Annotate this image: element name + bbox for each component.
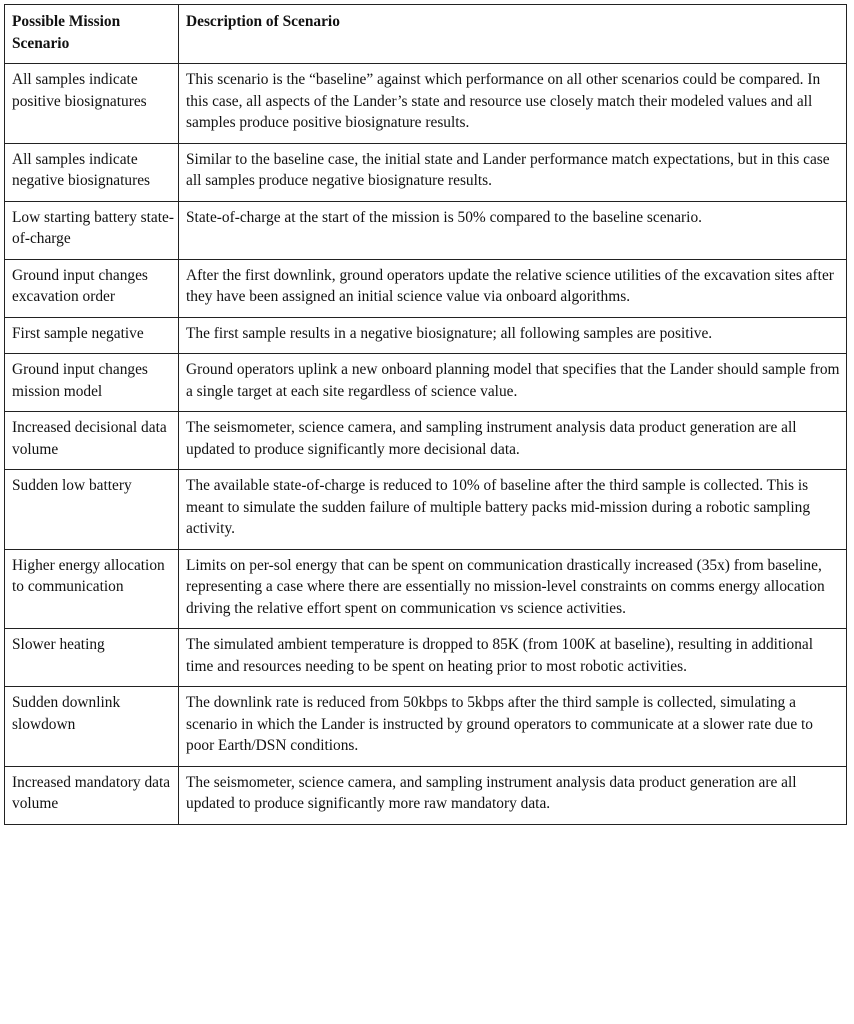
scenario-cell: Sudden low battery xyxy=(5,470,179,550)
header-scenario: Possible Mission Scenario xyxy=(5,5,179,64)
scenario-cell: All samples indicate positive biosignatures xyxy=(5,64,179,144)
description-cell: The downlink rate is reduced from 50kbps to 5kbps after the third sample is collected, simulating a scenario in which the Lander is instructed by ground operators to communicate at a slower rate due to poor Earth/DSN conditions. xyxy=(179,687,847,767)
table-row xyxy=(5,64,847,144)
table-row xyxy=(5,470,847,550)
scenario-cell: Ground input changes excavation order xyxy=(5,259,179,317)
scenario-cell: Increased mandatory data volume xyxy=(5,766,179,824)
description-cell: The seismometer, science camera, and sampling instrument analysis data product generation are all updated to produce significantly more decisional data. xyxy=(179,412,847,470)
table-row xyxy=(5,766,847,824)
header-description: Description of Scenario xyxy=(179,5,847,64)
table-row xyxy=(5,549,847,629)
description-cell: Similar to the baseline case, the initial state and Lander performance match expectations, but in this case all samples produce negative biosignature results. xyxy=(179,143,847,201)
description-cell: The available state-of-charge is reduced to 10% of baseline after the third sample is collected. This is meant to simulate the sudden failure of multiple battery packs mid-mission during a robotic sampling activity. xyxy=(179,470,847,550)
table-row xyxy=(5,629,847,687)
table-row xyxy=(5,354,847,412)
scenario-cell: All samples indicate negative biosignatures xyxy=(5,143,179,201)
scenario-cell: Higher energy allocation to communication xyxy=(5,549,179,629)
table-row xyxy=(5,412,847,470)
table-row xyxy=(5,259,847,317)
scenario-cell: Ground input changes mission model xyxy=(5,354,179,412)
table-row xyxy=(5,201,847,259)
table-header-row xyxy=(5,5,847,64)
table-row xyxy=(5,317,847,354)
description-cell: State-of-charge at the start of the mission is 50% compared to the baseline scenario. xyxy=(179,201,847,259)
scenario-cell: Sudden downlink slowdown xyxy=(5,687,179,767)
scenario-cell: Slower heating xyxy=(5,629,179,687)
table-row xyxy=(5,143,847,201)
table-row xyxy=(5,687,847,767)
description-cell: Ground operators uplink a new onboard planning model that specifies that the Lander should sample from a single target at each site regardless of science value. xyxy=(179,354,847,412)
mission-scenario-table xyxy=(4,4,847,825)
description-cell: This scenario is the “baseline” against which performance on all other scenarios could be compared. In this case, all aspects of the Lander’s state and resource use closely match their modeled values and all samples produce positive biosignature results. xyxy=(179,64,847,144)
scenario-cell: Low starting battery state-of-charge xyxy=(5,201,179,259)
description-cell: The seismometer, science camera, and sampling instrument analysis data product generation are all updated to produce significantly more raw mandatory data. xyxy=(179,766,847,824)
scenario-table-container xyxy=(4,4,846,825)
scenario-cell: Increased decisional data volume xyxy=(5,412,179,470)
scenario-cell: First sample negative xyxy=(5,317,179,354)
description-cell: The simulated ambient temperature is dropped to 85K (from 100K at baseline), resulting in additional time and resources needing to be spent on heating prior to most robotic activities. xyxy=(179,629,847,687)
description-cell: The first sample results in a negative biosignature; all following samples are positive. xyxy=(179,317,847,354)
description-cell: Limits on per-sol energy that can be spent on communication drastically increased (35x) from baseline, representing a case where there are essentially no mission-level constraints on comms energy allocation driving the relative effort spent on communication vs science activities. xyxy=(179,549,847,629)
description-cell: After the first downlink, ground operators update the relative science utilities of the excavation sites after they have been assigned an initial science value via onboard algorithms. xyxy=(179,259,847,317)
